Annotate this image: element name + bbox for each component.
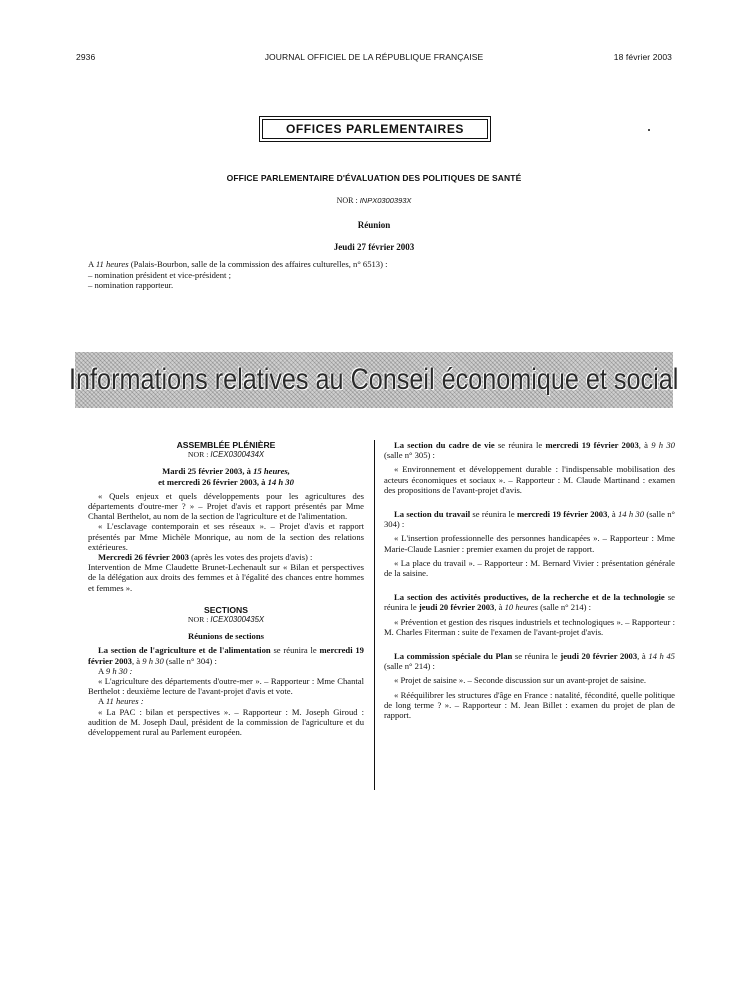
activites-time-prefix: , à — [494, 602, 503, 613]
plan-time: 14 h 45 — [648, 651, 675, 662]
agri-time-2-value: 11 heures : — [105, 696, 144, 707]
agenda-time: 11 heures — [95, 259, 129, 269]
plenary-title: ASSEMBLÉE PLÉNIÈRE — [176, 440, 276, 450]
sections-nor-label: NOR : — [187, 615, 209, 625]
agenda-time-prefix: A — [88, 259, 94, 269]
agri-section-intro — [88, 645, 364, 665]
office-title: OFFICE PARLEMENTAIRE D'ÉVALUATION DES POLITIQUES DE SANTÉ — [226, 173, 522, 183]
plenary-item-3-rest: (après les votes des projets d'avis) : — [191, 552, 313, 563]
offices-box-title: OFFICES PARLEMENTAIRES — [259, 116, 491, 142]
cadre-vie-time: 9 h 30 — [651, 440, 675, 450]
agri-date: mercredi 19 février 2003 — [88, 645, 364, 666]
travail-item-1: « L'insertion professionnelle des personnes handicapées ». – Rapporteur : Mme Marie-Claude Lasnier : premier examen du projet de rapport. — [384, 533, 675, 554]
office-nor-label: NOR : — [336, 196, 358, 205]
agri-time-prefix: , à — [131, 655, 141, 666]
cadre-vie-intro — [384, 440, 675, 460]
travail-item-2: « La place du travail ». – Rapporteur : M. Bernard Vivier : présentation générale de la saisine. — [384, 557, 675, 579]
agenda-item: – nomination président et vice-président ; — [88, 269, 231, 280]
cadre-vie-time-prefix: , à — [638, 440, 648, 450]
sections-nor-code: ICEX0300435X — [210, 615, 265, 625]
plenary-item-4: Intervention de Mme Claudette Brunet-Lechenault sur « Bilan et perspectives de la délégation aux droits des femmes et à l'égalité des chances entre hommes et femmes ». — [88, 562, 364, 593]
travail-intro — [384, 509, 675, 529]
agri-item-1: « L'agriculture des départements d'outre-mer ». – Rapporteur : Mme Chantal Berthelot : deuxième lecture de l'avant-projet d'avis et vote. — [88, 676, 364, 697]
plan-intro — [384, 651, 675, 671]
sections-title: SECTIONS — [204, 604, 248, 615]
cadre-vie-mid: se réunira le — [497, 440, 543, 450]
stray-dot — [648, 129, 650, 131]
journal-title: JOURNAL OFFICIEL DE LA RÉPUBLIQUE FRANÇAISE — [264, 52, 484, 62]
left-column — [88, 440, 364, 737]
cadre-vie-item: « Environnement et développement durable : l'indispensable mobilisation des acteurs économiques et sociaux ». – Rapporteur : M. Claude Martinand : examen des propositions de l'avant-projet d'avis. — [384, 464, 675, 495]
plenary-date-1-time: 15 heures, — [253, 466, 290, 477]
plan-name: La commission spéciale du Plan — [394, 651, 513, 662]
plenary-item-1: « Quels enjeux et quels développements pour les agricultures des départements d'outre-mer ? » – Projet d'avis et rapport présentés par Mme Chantal Berthelot, au nom de la section de l'agriculture et de l'alimentation. — [88, 490, 364, 522]
office-nor — [0, 196, 748, 205]
sections-nor — [88, 615, 364, 625]
plenary-item-2: « L'esclavage contemporain et ses réseaux ». – Projet d'avis et rapport présentés par Mme Michèle Monrique, au nom de la section des relations extérieures. — [88, 521, 364, 552]
meeting-label: Réunion — [357, 220, 391, 230]
plenary-item-3-date: Mercredi 26 février 2003 — [98, 552, 189, 563]
activites-item: « Prévention et gestion des risques industriels et technologiques ». – Rapporteur : M. Charles Fiterman : suite de l'examen de l'avant-projet d'avis. — [384, 616, 675, 637]
column-divider — [374, 440, 375, 790]
plan-room: (salle n° 214) : — [384, 661, 435, 672]
office-nor-code: INPX0300393X — [359, 196, 412, 205]
agri-item-2: « La PAC : bilan et perspectives ». – Rapporteur : M. Joseph Giroud : audition de M. Joseph Daul, président de la commission de l'agriculture et du développement rural au Parlement européen. — [88, 706, 364, 738]
agri-time-1 — [88, 666, 364, 676]
activites-date: jeudi 20 février 2003 — [418, 602, 495, 613]
travail-date: mercredi 19 février 2003 — [516, 509, 608, 520]
travail-time: 14 h 30 — [617, 509, 645, 520]
activites-mid: se réunira le — [384, 592, 675, 613]
cadre-vie-room: (salle n° 305) : — [384, 450, 435, 461]
plenary-nor-label: NOR : — [187, 450, 209, 460]
plenary-date-1 — [88, 466, 364, 476]
plenary-date-2-time: 14 h 30 — [267, 476, 294, 487]
plan-time-prefix: , à — [637, 651, 646, 662]
travail-time-prefix: , à — [607, 509, 616, 520]
sections-subtitle: Réunions de sections — [188, 631, 264, 642]
meeting-agenda — [88, 259, 668, 291]
agenda-time-line — [88, 259, 668, 270]
journal-date: 18 février 2003 — [613, 52, 672, 62]
plan-mid: se réunira le — [514, 651, 558, 662]
agri-room: (salle n° 304) : — [165, 655, 217, 666]
plenary-item-3 — [88, 552, 364, 562]
travail-name: La section du travail — [394, 509, 471, 520]
section-banner — [69, 352, 679, 408]
page-number: 2936 — [76, 52, 96, 62]
plenary-date-2 — [88, 477, 364, 487]
plenary-date-2-text: et mercredi 26 février 2003, à — [158, 476, 266, 487]
cadre-vie-name: La section du cadre de vie — [394, 440, 495, 450]
activites-name: La section des activités productives, de la recherche et de la technologie — [394, 592, 665, 603]
agri-time-2 — [88, 696, 364, 706]
agenda-item: – nomination rapporteur. — [88, 280, 174, 291]
plenary-date-1-text: Mardi 25 février 2003, à — [162, 466, 251, 477]
agri-time-2-prefix: A — [98, 696, 104, 707]
plan-date: jeudi 20 février 2003 — [560, 651, 638, 662]
activites-intro — [384, 592, 675, 612]
plenary-nor — [88, 450, 364, 460]
agri-section-name: La section de l'agriculture et de l'alimentation — [98, 645, 271, 656]
banner-title: Informations relatives au Conseil économique et social — [69, 363, 679, 396]
travail-mid: se réunira le — [472, 509, 515, 520]
plan-item-2: « Rééquilibrer les structures d'âge en France : natalité, fécondité, quelle politique de long terme ? ». – Rapporteur : M. Jean Billet : examen du projet de plan de rapport. — [384, 689, 675, 721]
plan-item-1: « Projet de saisine ». – Seconde discussion sur un avant-projet de saisine. — [394, 675, 647, 686]
travail-room: (salle n° 304) : — [384, 509, 675, 530]
activites-time: 10 heures — [504, 602, 538, 613]
agri-mid: se réunira le — [273, 645, 317, 656]
plenary-nor-code: ICEX0300434X — [210, 450, 265, 460]
meeting-date: Jeudi 27 février 2003 — [333, 242, 415, 252]
agenda-place: (Palais-Bourbon, salle de la commission des affaires culturelles, n° 6513) : — [130, 259, 388, 269]
agri-time-1-value: 9 h 30 : — [105, 665, 133, 676]
right-column — [384, 440, 675, 720]
agri-time-1-prefix: A — [98, 665, 104, 676]
activites-room: (salle n° 214) : — [540, 602, 592, 613]
cadre-vie-date: mercredi 19 février 2003 — [545, 440, 639, 450]
agri-time: 9 h 30 — [142, 655, 164, 666]
